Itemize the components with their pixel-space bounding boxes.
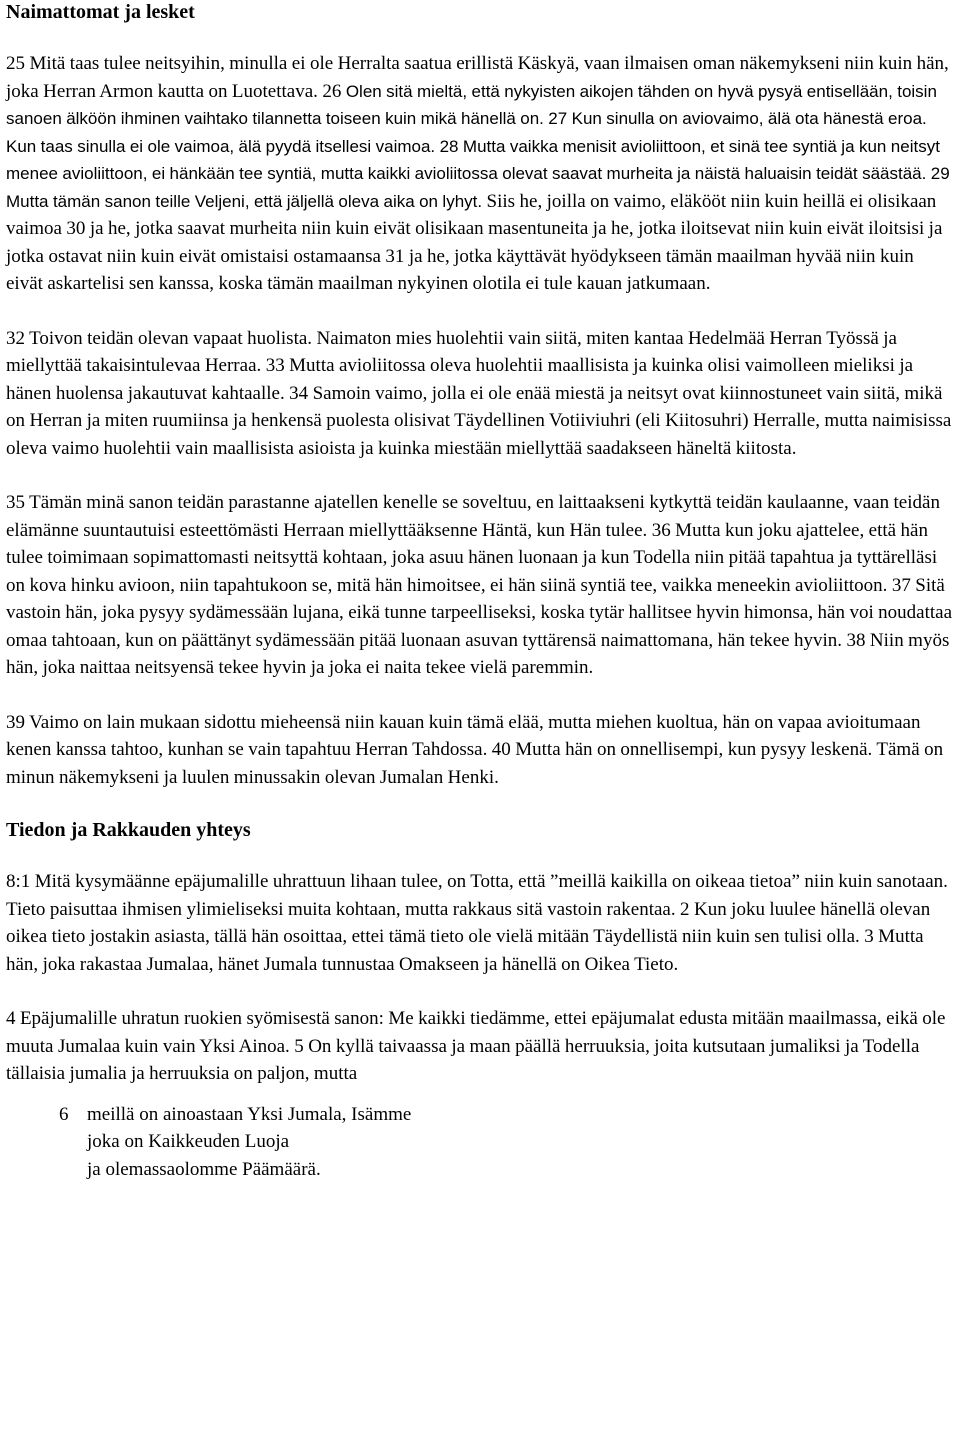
section-title-knowledge-love: Tiedon ja Rakkauden yhteys	[6, 819, 251, 841]
verse-line: ja olemassaolomme Päämäärä.	[87, 1158, 321, 1180]
text-span-sans: 28 Mutta vaikka menisit avioliittoon, et sinä tee syntiä ja kun neitsyt menee avioliittoon, ei hänkään tee syntiä, mutta kaikki avioliitossa olevat saavat murheita ja näistä haluaisin teidät säästää. 29 Mutta tämän sanon teille Veljeni, että jäljellä oleva aika on lyhyt.	[6, 136, 950, 211]
paragraph-verse-39: 39 Vaimo on lain mukaan sidottu mieheensä niin kauan kuin tämä elää, mutta miehen kuoltua, hän on vapaa avioitumaan kenen kanssa tahtoo, kunhan se vain tapahtuu Herran Tahdossa. 40 Mutta hän on onnellisempi, kun pysyy leskenä. Tämä on minun näkemykseni ja luulen minussakin olevan Jumalan Henki.	[6, 711, 944, 788]
text-span-sans: Olen sitä mieltä, että nykyisten aikojen tähden on hyvä pysyä entisellään, toisin sanoen älköön ihminen vaihtako tilannetta toiseen kuin mikä hänellä on. 27 Kun sinulla on aviovaimo, älä ota hänestä eroa.	[6, 81, 937, 128]
verse-line: meillä on ainoastaan Yksi Jumala, Isämme	[87, 1103, 412, 1125]
paragraph-verse-8-1: 8:1 Mitä kysymäänne epäjumalille uhrattuun lihaan tulee, on Totta, että ”meillä kaikilla on oikeaa tietoa” niin kuin sanotaan. Tieto paisuttaa ihmisen ylimieliseksi muita kohtaan, mutta rakkaus sitä vastoin rakentaa. 2 Kun joku luulee hänellä olevan oikea tieto jostakin asiasta, tällä hän osoittaa, ettei tämä tieto ole vielä mitään Täydellistä niin kuin sen tulisi olla. 3 Mutta hän, joka rakastaa Jumalaa, hänet Jumala tunnustaa Omakseen ja hänellä on Oikea Tieto.	[6, 871, 948, 975]
verse-number: 6	[59, 1103, 69, 1125]
verse-line: joka on Kaikkeuden Luoja	[87, 1131, 290, 1152]
section-title-unmarried: Naimattomat ja lesket	[6, 1, 195, 23]
text-span-sans: Kun taas sinulla ei ole vaimoa, älä pyydä itsellesi vaimoa.	[6, 136, 440, 156]
text-span: Siis he, joilla on vaimo, eläkööt niin kuin heillä ei olisikaan vaimoa 30 ja he, jotka saavat murheita niin kuin eivät olisikaan masentuneita ja he, jotka iloitsevat niin kuin eivät iloitsisi ja jotka ostavat niin kuin eivät omistaisi ostamaansa 31 ja he, jotka käyttävät hyödykseen tämän maailman hyvää niin kuin eivät askartelisi sen kanssa, koska tämän maailman nykyinen olotila ei tule kauan jatkumaan.	[6, 190, 943, 294]
text-span: 25 Mitä taas tulee neitsyihin, minulla ei ole Herralta saatua erillistä Käskyä, vaan ilmaisen oman näkemykseni niin kuin hän, joka Herran Armon kautta on Luotettava. 26	[6, 53, 949, 102]
verse-block	[6, 1101, 954, 1184]
paragraph-verse-4: 4 Epäjumalille uhratun ruokien syömisestä sanon: Me kaikki tiedämme, ettei epäjumalat edusta mitään maailmassa, eikä ole muuta Jumalaa kuin vain Yksi Ainoa. 5 On kyllä taivaassa ja maan päällä herruuksia, joita kutsutaan jumaliksi ja Todella tällaisia jumalia ja herruuksia on paljon, mutta	[6, 1008, 946, 1084]
verse-lines	[87, 1101, 411, 1184]
paragraph-verse-25	[6, 50, 954, 298]
paragraph-verse-32: 32 Toivon teidän olevan vapaat huolista. Naimaton mies huolehtii vain siitä, miten kantaa Hedelmää Herran Työssä ja miellyttää takaisintulevaa Herraa. 33 Mutta avioliitossa oleva huolehtii maallisista ja kuinka olisi vaimolleen mieliksi ja hänen huolensa jakautuvat kahtaalle. 34 Samoin vaimo, jolla ei ole enää miestä ja neitsyt ovat kiinnostuneet vain siitä, mikä on Herran ja miten ruumiinsa ja henkensä puolesta olisivat Täydellinen Votiiviuhri (eli Kiitosuhri) Herralle, mutta naimisissa oleva vaimo huolehtii vain maallisista asioista ja kuinka miestään miellyttää saadakseen häneltä kiitosta.	[6, 327, 952, 459]
paragraph-verse-35: 35 Tämän minä sanon teidän parastanne ajatellen kenelle se soveltuu, en laittaakseni kytkyttä teidän kaulaanne, vaan teidän elämänne suuntautuisi esteettömästi Herraan miellyttääksenne Häntä, kun Hän tulee. 36 Mutta kun joku ajattelee, että hän tulee toimimaan sopimattomasti neitsyttä kohtaan, joka asuu hänen luonaan ja kun Todella niin pitää tapahtua ja tyttärelläsi on kova hinku avioon, niin tapahtukoon se, mitä hän himoitsee, ei hän siinä syntiä tee, vaikka meneekin avioliittoon. 37 Sitä vastoin hän, joka pysyy sydämessään lujana, eikä tunne tarpeelliseksi, koska tytär hallitsee hyvin himonsa, hän voi noudattaa omaa tahtoaan, kun on päättänyt sydämessään pitää luonaan asuvan tyttärensä naimattomana, hän tekee hyvin. 38 Niin myös hän, joka naittaa neitsyensä tekee hyvin ja joka ei naita tekee vielä paremmin.	[6, 492, 953, 678]
